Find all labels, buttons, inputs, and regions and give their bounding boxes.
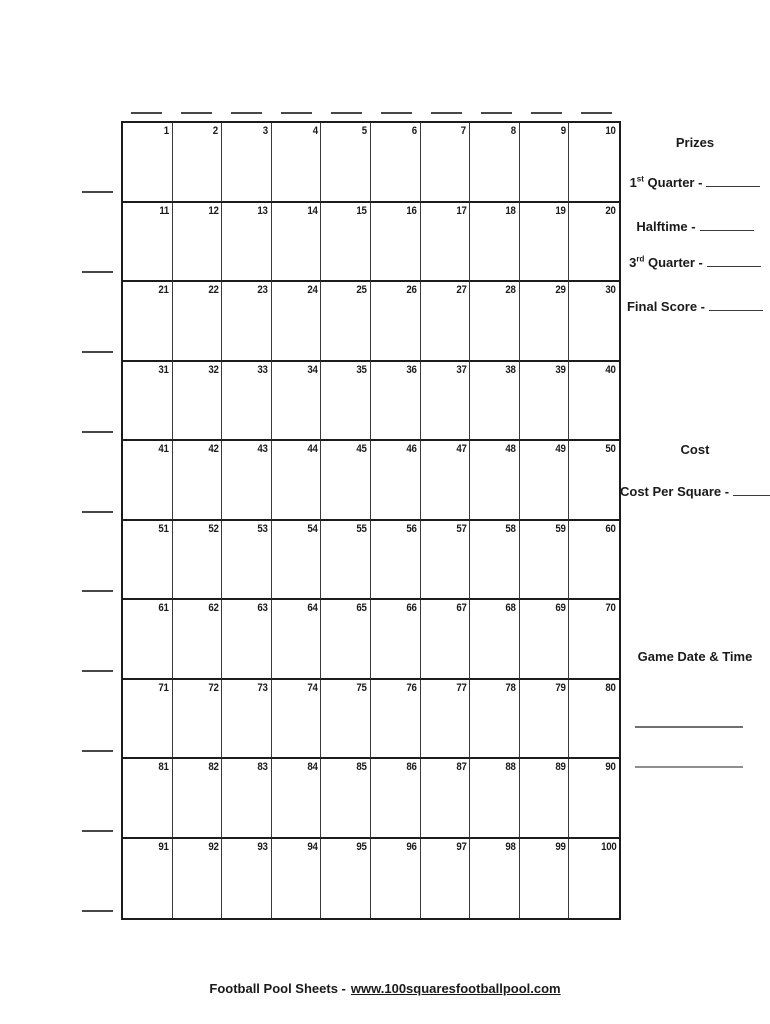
cell-number: 24 xyxy=(307,284,318,296)
grid-cell-90 xyxy=(569,759,619,839)
grid-cell-68 xyxy=(470,600,520,680)
grid-cell-52 xyxy=(173,521,223,601)
cell-number: 97 xyxy=(455,840,467,853)
prize-row-final-score xyxy=(620,299,770,314)
column-blank-line xyxy=(381,112,412,114)
grid-cell-96 xyxy=(371,839,421,919)
cell-number: 5 xyxy=(361,125,367,137)
grid-cell-38 xyxy=(470,362,520,442)
cell-number: 9 xyxy=(560,125,566,137)
cell-number: 68 xyxy=(505,602,516,614)
grid-cell-11 xyxy=(123,203,173,283)
grid-cell-39 xyxy=(520,362,570,442)
cell-number: 20 xyxy=(605,204,616,217)
cell-number: 46 xyxy=(406,443,417,455)
cell-number: 54 xyxy=(307,522,318,535)
cell-number: 4 xyxy=(312,125,318,137)
grid-cell-92 xyxy=(173,839,223,919)
ordinal-suffix: st xyxy=(636,174,644,184)
column-blank-line xyxy=(181,112,212,114)
game-date-time-title: Game Date & Time xyxy=(637,649,753,664)
grid-cell-67 xyxy=(421,600,471,680)
cell-number: 35 xyxy=(356,363,367,376)
column-blank-line xyxy=(481,112,512,114)
cell-number: 82 xyxy=(207,761,219,773)
grid-cell-60 xyxy=(569,521,619,601)
grid-cell-76 xyxy=(371,680,421,760)
grid-cell-26 xyxy=(371,282,421,362)
cell-number: 70 xyxy=(605,602,616,614)
cell-number: 55 xyxy=(356,522,367,535)
prizes-title: Prizes xyxy=(675,135,715,150)
cell-number: 29 xyxy=(555,284,566,296)
prize-amount-blank xyxy=(700,219,754,231)
cell-number: 2 xyxy=(213,125,219,137)
cell-number: 65 xyxy=(356,602,367,614)
cell-number: 50 xyxy=(605,443,616,455)
grid-cell-50 xyxy=(569,441,619,521)
grid-cell-31 xyxy=(123,362,173,442)
grid-cell-33 xyxy=(222,362,272,442)
grid-cell-21 xyxy=(123,282,173,362)
cell-number: 33 xyxy=(257,363,268,376)
grid-cell-44 xyxy=(272,441,322,521)
grid-cell-81 xyxy=(123,759,173,839)
cell-number: 96 xyxy=(406,840,417,853)
grid-cell-6 xyxy=(371,123,421,203)
grid-cell-70 xyxy=(569,600,619,680)
cell-number: 26 xyxy=(406,284,417,296)
cell-number: 81 xyxy=(158,761,169,773)
cell-number: 14 xyxy=(307,204,318,217)
game-date-blank xyxy=(635,726,743,728)
grid-cell-85 xyxy=(321,759,371,839)
grid-cell-43 xyxy=(222,441,272,521)
grid-cell-12 xyxy=(173,203,223,283)
cell-number: 80 xyxy=(605,681,616,694)
cell-number: 22 xyxy=(207,284,219,296)
grid-cell-20 xyxy=(569,203,619,283)
grid-cell-17 xyxy=(421,203,471,283)
row-blank-line xyxy=(82,830,113,832)
grid-cell-34 xyxy=(272,362,322,442)
grid-cell-84 xyxy=(272,759,322,839)
grid-cell-99 xyxy=(520,839,570,919)
grid-cell-36 xyxy=(371,362,421,442)
grid-cell-2 xyxy=(173,123,223,203)
squares-grid xyxy=(121,121,621,920)
cell-number: 21 xyxy=(158,284,169,296)
grid-cell-3 xyxy=(222,123,272,203)
row-blank-line xyxy=(82,670,113,672)
cell-number: 84 xyxy=(307,761,318,773)
grid-cell-9 xyxy=(520,123,570,203)
row-blank-line xyxy=(82,750,113,752)
cell-number: 67 xyxy=(455,602,467,614)
grid-cell-71 xyxy=(123,680,173,760)
grid-cell-59 xyxy=(520,521,570,601)
cell-number: 38 xyxy=(505,363,516,376)
row-number-blanks xyxy=(82,121,113,920)
cell-number: 39 xyxy=(555,363,566,376)
cell-number: 92 xyxy=(207,840,219,853)
cell-number: 72 xyxy=(207,681,219,694)
prize-amount-blank xyxy=(707,255,761,267)
grid-cell-13 xyxy=(222,203,272,283)
ordinal-suffix: rd xyxy=(636,254,645,264)
column-blank-line xyxy=(581,112,612,114)
column-blank-line xyxy=(531,112,562,114)
cell-number: 18 xyxy=(505,204,516,217)
cell-number: 88 xyxy=(505,761,516,773)
cell-number: 42 xyxy=(207,443,219,455)
grid-cell-80 xyxy=(569,680,619,760)
grid-cell-75 xyxy=(321,680,371,760)
grid-cell-93 xyxy=(222,839,272,919)
game-time-blank xyxy=(635,766,743,768)
cell-number: 98 xyxy=(505,840,516,853)
cell-number: 16 xyxy=(406,204,417,217)
grid-cell-32 xyxy=(173,362,223,442)
cell-number: 32 xyxy=(207,363,219,376)
grid-cell-49 xyxy=(520,441,570,521)
grid-cell-82 xyxy=(173,759,223,839)
grid-cell-40 xyxy=(569,362,619,442)
grid-cell-5 xyxy=(321,123,371,203)
grid-cell-77 xyxy=(421,680,471,760)
grid-cell-25 xyxy=(321,282,371,362)
grid-cell-45 xyxy=(321,441,371,521)
cell-number: 1 xyxy=(163,125,169,137)
cell-number: 8 xyxy=(510,125,516,137)
cell-number: 36 xyxy=(406,363,417,376)
grid-cell-53 xyxy=(222,521,272,601)
cell-number: 23 xyxy=(257,284,268,296)
cost-per-square-row xyxy=(620,484,770,499)
grid-cell-48 xyxy=(470,441,520,521)
cell-number: 31 xyxy=(158,363,169,376)
cell-number: 11 xyxy=(158,204,169,217)
cell-number: 49 xyxy=(555,443,566,455)
footer xyxy=(0,981,770,996)
grid-cell-10 xyxy=(569,123,619,203)
cost-per-square-label: Cost Per Square - xyxy=(620,484,730,499)
row-blank-line xyxy=(82,431,113,433)
cell-number: 78 xyxy=(505,681,516,694)
footer-link[interactable]: www.100squaresfootballpool.com xyxy=(350,981,561,996)
cell-number: 12 xyxy=(207,204,219,217)
prize-label: Final Score - xyxy=(626,299,706,314)
cell-number: 6 xyxy=(411,125,417,137)
cell-number: 43 xyxy=(257,443,268,455)
grid-cell-4 xyxy=(272,123,322,203)
sidebar xyxy=(620,0,770,1024)
grid-cell-98 xyxy=(470,839,520,919)
grid-cell-95 xyxy=(321,839,371,919)
prize-row-3rd-quarter xyxy=(620,255,770,270)
cost-title: Cost xyxy=(680,442,710,457)
prize-row-1st-quarter xyxy=(620,175,770,190)
cell-number: 37 xyxy=(455,363,467,376)
column-number-blanks xyxy=(121,112,621,115)
grid-cell-74 xyxy=(272,680,322,760)
grid-cell-79 xyxy=(520,680,570,760)
cell-number: 56 xyxy=(406,522,417,535)
cell-number: 79 xyxy=(555,681,566,694)
grid-cell-66 xyxy=(371,600,421,680)
row-blank-line xyxy=(82,590,113,592)
cell-number: 93 xyxy=(257,840,268,853)
cell-number: 27 xyxy=(455,284,467,296)
grid-cell-83 xyxy=(222,759,272,839)
cell-number: 48 xyxy=(505,443,516,455)
cell-number: 19 xyxy=(555,204,566,217)
grid-cell-69 xyxy=(520,600,570,680)
cell-number: 99 xyxy=(555,840,566,853)
grid-cell-51 xyxy=(123,521,173,601)
grid-cell-27 xyxy=(421,282,471,362)
grid-cell-15 xyxy=(321,203,371,283)
grid-cell-62 xyxy=(173,600,223,680)
cell-number: 59 xyxy=(555,522,566,535)
prize-label: 3rd Quarter - xyxy=(629,254,703,270)
cell-number: 63 xyxy=(257,602,268,614)
cell-number: 40 xyxy=(605,363,616,376)
grid-cell-7 xyxy=(421,123,471,203)
grid-cell-29 xyxy=(520,282,570,362)
grid-cell-86 xyxy=(371,759,421,839)
grid-cell-55 xyxy=(321,521,371,601)
prize-amount-blank xyxy=(706,175,760,187)
row-blank-line xyxy=(82,191,113,193)
cell-number: 64 xyxy=(307,602,318,614)
cost-amount-blank xyxy=(733,484,770,496)
grid-cell-57 xyxy=(421,521,471,601)
grid-cell-19 xyxy=(520,203,570,283)
cell-number: 89 xyxy=(555,761,566,773)
cell-number: 61 xyxy=(158,602,169,614)
grid-cell-42 xyxy=(173,441,223,521)
cell-number: 44 xyxy=(307,443,318,455)
cell-number: 51 xyxy=(158,522,169,535)
grid-cell-24 xyxy=(272,282,322,362)
grid-cell-22 xyxy=(173,282,223,362)
grid-cell-87 xyxy=(421,759,471,839)
column-blank-line xyxy=(331,112,362,114)
cell-number: 100 xyxy=(600,840,616,853)
grid-cell-56 xyxy=(371,521,421,601)
prize-amount-blank xyxy=(709,299,763,311)
grid-cell-35 xyxy=(321,362,371,442)
row-blank-line xyxy=(82,511,113,513)
grid-cell-63 xyxy=(222,600,272,680)
grid-cell-73 xyxy=(222,680,272,760)
cell-number: 45 xyxy=(356,443,367,455)
grid-cell-94 xyxy=(272,839,322,919)
grid-cell-97 xyxy=(421,839,471,919)
grid-cell-89 xyxy=(520,759,570,839)
grid-cell-61 xyxy=(123,600,173,680)
cell-number: 69 xyxy=(555,602,566,614)
cell-number: 74 xyxy=(307,681,318,694)
cell-number: 30 xyxy=(605,284,616,296)
cell-number: 52 xyxy=(207,522,219,535)
cell-number: 47 xyxy=(455,443,467,455)
grid-cell-47 xyxy=(421,441,471,521)
cell-number: 85 xyxy=(356,761,367,773)
cell-number: 28 xyxy=(505,284,516,296)
grid-cell-72 xyxy=(173,680,223,760)
grid-cell-23 xyxy=(222,282,272,362)
grid-cell-41 xyxy=(123,441,173,521)
grid-cell-30 xyxy=(569,282,619,362)
grid-cell-46 xyxy=(371,441,421,521)
prize-label: 1st Quarter - xyxy=(629,174,703,190)
cell-number: 7 xyxy=(461,125,467,137)
prize-label: Halftime - xyxy=(636,219,696,234)
cell-number: 95 xyxy=(356,840,367,853)
grid-cell-14 xyxy=(272,203,322,283)
grid-cell-37 xyxy=(421,362,471,442)
cell-number: 77 xyxy=(455,681,467,694)
prize-row-halftime xyxy=(620,219,770,234)
cell-number: 87 xyxy=(455,761,467,773)
cell-number: 60 xyxy=(605,522,616,535)
cell-number: 3 xyxy=(262,125,268,137)
cell-number: 34 xyxy=(307,363,318,376)
column-blank-line xyxy=(131,112,162,114)
cell-number: 58 xyxy=(505,522,516,535)
cell-number: 57 xyxy=(455,522,467,535)
grid-cell-54 xyxy=(272,521,322,601)
cell-number: 91 xyxy=(158,840,169,853)
row-blank-line xyxy=(82,910,113,912)
column-blank-line xyxy=(281,112,312,114)
grid-cell-78 xyxy=(470,680,520,760)
grid-cell-100 xyxy=(569,839,619,919)
cell-number: 41 xyxy=(158,443,169,455)
grid-cell-16 xyxy=(371,203,421,283)
cell-number: 75 xyxy=(356,681,367,694)
cell-number: 13 xyxy=(257,204,268,217)
cell-number: 15 xyxy=(356,204,367,217)
cell-number: 17 xyxy=(455,204,467,217)
grid-cell-64 xyxy=(272,600,322,680)
cell-number: 94 xyxy=(307,840,318,853)
cell-number: 66 xyxy=(406,602,417,614)
grid-cell-18 xyxy=(470,203,520,283)
cell-number: 73 xyxy=(257,681,268,694)
grid-cell-58 xyxy=(470,521,520,601)
grid-cell-28 xyxy=(470,282,520,362)
grid-cell-65 xyxy=(321,600,371,680)
cell-number: 71 xyxy=(158,681,169,694)
cell-number: 10 xyxy=(605,125,616,137)
cell-number: 86 xyxy=(406,761,417,773)
row-blank-line xyxy=(82,271,113,273)
column-blank-line xyxy=(231,112,262,114)
cell-number: 83 xyxy=(257,761,268,773)
footer-text: Football Pool Sheets - xyxy=(209,981,346,996)
cell-number: 25 xyxy=(356,284,367,296)
grid-cell-91 xyxy=(123,839,173,919)
grid-cell-88 xyxy=(470,759,520,839)
row-blank-line xyxy=(82,351,113,353)
column-blank-line xyxy=(431,112,462,114)
grid-cell-8 xyxy=(470,123,520,203)
cell-number: 90 xyxy=(605,761,616,773)
cell-number: 53 xyxy=(257,522,268,535)
cell-number: 62 xyxy=(207,602,219,614)
grid-cell-1 xyxy=(123,123,173,203)
cell-number: 76 xyxy=(406,681,417,694)
